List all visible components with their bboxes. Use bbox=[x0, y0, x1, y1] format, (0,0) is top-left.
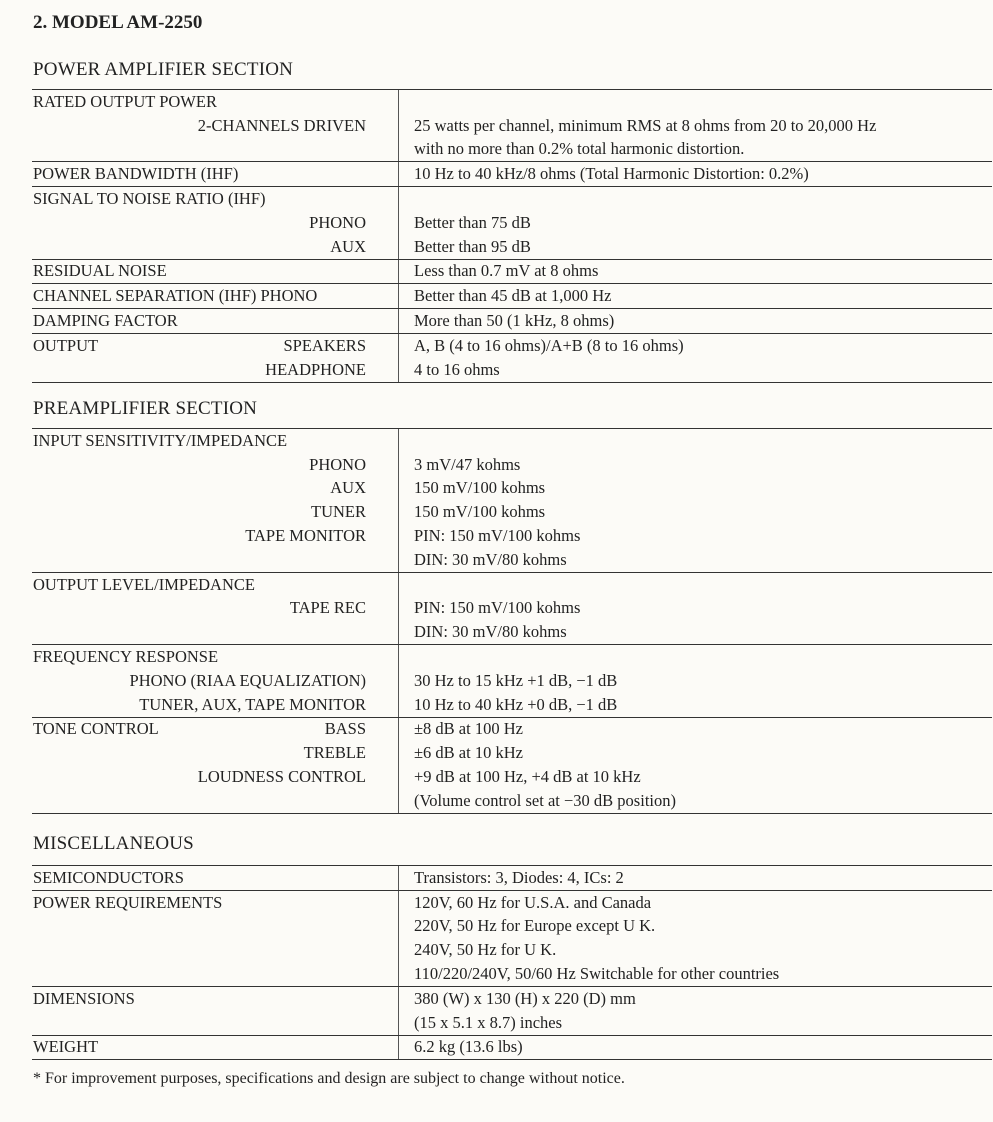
spec-row bbox=[32, 1011, 992, 1035]
spec-value: Better than 45 dB at 1,000 Hz bbox=[414, 286, 612, 306]
spec-label-cell bbox=[32, 718, 366, 742]
spec-label: CHANNEL SEPARATION (IHF) PHONO bbox=[33, 286, 318, 306]
spec-label: TONE CONTROL bbox=[33, 719, 159, 739]
miscellaneous-section-title: MISCELLANEOUS bbox=[33, 833, 194, 854]
spec-sublabel: SPEAKERS bbox=[283, 335, 366, 355]
spec-sublabel: PHONO (RIAA EQUALIZATION) bbox=[129, 670, 366, 690]
spec-value: +9 dB at 100 Hz, +4 dB at 10 kHz bbox=[414, 767, 641, 787]
spec-value: 240V, 50 Hz for U K. bbox=[414, 940, 557, 960]
spec-label-cell bbox=[32, 548, 366, 572]
spec-sublabel: TAPE REC bbox=[289, 598, 366, 618]
spec-label-cell bbox=[32, 90, 366, 114]
spec-label-cell bbox=[32, 138, 366, 162]
spec-row bbox=[32, 162, 992, 186]
spec-row bbox=[32, 645, 992, 669]
spec-row bbox=[32, 90, 992, 114]
spec-value: 380 (W) x 130 (H) x 220 (D) mm bbox=[414, 988, 636, 1008]
spec-group bbox=[32, 186, 992, 258]
spec-label-cell bbox=[32, 211, 366, 235]
spec-row bbox=[32, 669, 992, 693]
spec-label-cell bbox=[32, 284, 366, 308]
spec-label-cell bbox=[32, 187, 366, 211]
spec-label: OUTPUT LEVEL/IMPEDANCE bbox=[33, 574, 255, 594]
spec-sublabel: HEADPHONE bbox=[265, 359, 366, 379]
spec-label-cell bbox=[32, 987, 366, 1011]
spec-row bbox=[32, 915, 992, 939]
spec-label-cell bbox=[32, 477, 366, 501]
spec-label-cell bbox=[32, 453, 366, 477]
spec-row bbox=[32, 741, 992, 765]
spec-value: 110/220/240V, 50/60 Hz Switchable for other countries bbox=[414, 964, 780, 984]
spec-label: INPUT SENSITIVITY/IMPEDANCE bbox=[33, 430, 288, 450]
spec-value: (Volume control set at −30 dB position) bbox=[414, 790, 676, 810]
spec-value: 10 Hz to 40 kHz +0 dB, −1 dB bbox=[414, 694, 618, 714]
spec-row bbox=[32, 477, 992, 501]
spec-row bbox=[32, 891, 992, 915]
spec-row bbox=[32, 334, 992, 358]
spec-value: with no more than 0.2% total harmonic distortion. bbox=[414, 139, 745, 159]
miscellaneous-spec-table bbox=[32, 865, 992, 1060]
spec-label-cell bbox=[32, 765, 366, 789]
spec-label-cell bbox=[32, 114, 366, 138]
spec-label-cell bbox=[32, 1036, 366, 1060]
footnote: * For improvement purposes, specifications and design are subject to change without notice. bbox=[33, 1070, 625, 1087]
spec-label-cell bbox=[32, 162, 366, 186]
spec-row bbox=[32, 211, 992, 235]
spec-group bbox=[32, 865, 992, 890]
spec-sublabel: BASS bbox=[324, 719, 366, 739]
spec-label-cell bbox=[32, 500, 366, 524]
spec-row bbox=[32, 453, 992, 477]
spec-sublabel: PHONO bbox=[309, 454, 366, 474]
spec-row bbox=[32, 718, 992, 742]
spec-value: 3 mV/47 kohms bbox=[414, 454, 521, 474]
spec-label: OUTPUT bbox=[33, 335, 99, 355]
spec-row bbox=[32, 693, 992, 717]
power-amplifier-spec-table bbox=[32, 89, 992, 383]
spec-label: DAMPING FACTOR bbox=[33, 311, 178, 331]
spec-value: 150 mV/100 kohms bbox=[414, 478, 546, 498]
spec-value: Better than 95 dB bbox=[414, 236, 531, 256]
spec-label: SEMICONDUCTORS bbox=[33, 867, 184, 887]
spec-label-cell bbox=[32, 693, 366, 717]
spec-value: (15 x 5.1 x 8.7) inches bbox=[414, 1012, 563, 1032]
spec-label-cell bbox=[32, 962, 366, 986]
spec-value: Less than 0.7 mV at 8 ohms bbox=[414, 261, 599, 281]
spec-value: 10 Hz to 40 kHz/8 ohms (Total Harmonic Distortion: 0.2%) bbox=[414, 164, 809, 184]
spec-value: 150 mV/100 kohms bbox=[414, 502, 546, 522]
spec-sublabel: AUX bbox=[330, 236, 366, 256]
spec-label-cell bbox=[32, 235, 366, 259]
spec-sublabel: TUNER bbox=[311, 502, 366, 522]
spec-label-cell bbox=[32, 938, 366, 962]
spec-label-cell bbox=[32, 573, 366, 597]
spec-value: 220V, 50 Hz for Europe except U K. bbox=[414, 916, 656, 936]
spec-sublabel: PHONO bbox=[309, 212, 366, 232]
spec-value: A, B (4 to 16 ohms)/A+B (8 to 16 ohms) bbox=[414, 335, 684, 355]
model-title: 2. MODEL AM-2250 bbox=[33, 12, 203, 33]
spec-row bbox=[32, 597, 992, 621]
spec-row bbox=[32, 938, 992, 962]
spec-sublabel: AUX bbox=[330, 478, 366, 498]
spec-label-cell bbox=[32, 645, 366, 669]
spec-label: POWER BANDWIDTH (IHF) bbox=[33, 164, 239, 184]
spec-label: DIMENSIONS bbox=[33, 988, 135, 1008]
spec-value: 6.2 kg (13.6 lbs) bbox=[414, 1037, 523, 1057]
spec-label-cell bbox=[32, 866, 366, 890]
spec-row bbox=[32, 309, 992, 333]
spec-sublabel: TAPE MONITOR bbox=[245, 526, 366, 546]
spec-group bbox=[32, 1035, 992, 1061]
spec-label-cell bbox=[32, 789, 366, 813]
spec-value: ±8 dB at 100 Hz bbox=[414, 719, 523, 739]
spec-row bbox=[32, 235, 992, 259]
spec-value: 25 watts per channel, minimum RMS at 8 ohms from 20 to 20,000 Hz bbox=[414, 115, 877, 135]
preamplifier-spec-table bbox=[32, 428, 992, 814]
spec-label: RESIDUAL NOISE bbox=[33, 261, 167, 281]
preamplifier-section-title: PREAMPLIFIER SECTION bbox=[33, 398, 258, 419]
spec-value: 4 to 16 ohms bbox=[414, 359, 500, 379]
spec-group bbox=[32, 283, 992, 308]
spec-label: POWER REQUIREMENTS bbox=[33, 892, 223, 912]
spec-label-cell bbox=[32, 260, 366, 284]
spec-row bbox=[32, 789, 992, 813]
spec-value: Transistors: 3, Diodes: 4, ICs: 2 bbox=[414, 867, 624, 887]
spec-label: SIGNAL TO NOISE RATIO (IHF) bbox=[33, 189, 266, 209]
spec-label-cell bbox=[32, 334, 366, 358]
spec-group bbox=[32, 986, 992, 1035]
spec-value: DIN: 30 mV/80 kohms bbox=[414, 549, 567, 569]
spec-group bbox=[32, 644, 992, 716]
spec-row bbox=[32, 500, 992, 524]
spec-row bbox=[32, 866, 992, 890]
spec-label-cell bbox=[32, 429, 366, 453]
spec-value: PIN: 150 mV/100 kohms bbox=[414, 526, 581, 546]
spec-value: PIN: 150 mV/100 kohms bbox=[414, 598, 581, 618]
spec-value: DIN: 30 mV/80 kohms bbox=[414, 622, 567, 642]
spec-row bbox=[32, 620, 992, 644]
spec-row bbox=[32, 548, 992, 572]
spec-row bbox=[32, 962, 992, 986]
spec-sublabel: 2-CHANNELS DRIVEN bbox=[197, 115, 366, 135]
spec-group bbox=[32, 428, 992, 572]
spec-row bbox=[32, 573, 992, 597]
spec-row bbox=[32, 524, 992, 548]
spec-label-cell bbox=[32, 1011, 366, 1035]
spec-label-cell bbox=[32, 597, 366, 621]
spec-value: Better than 75 dB bbox=[414, 212, 531, 232]
spec-row bbox=[32, 987, 992, 1011]
spec-row bbox=[32, 765, 992, 789]
spec-label-cell bbox=[32, 524, 366, 548]
spec-label-cell bbox=[32, 891, 366, 915]
spec-value: 120V, 60 Hz for U.S.A. and Canada bbox=[414, 892, 652, 912]
spec-row bbox=[32, 114, 992, 138]
spec-sublabel: TUNER, AUX, TAPE MONITOR bbox=[139, 694, 366, 714]
spec-row bbox=[32, 260, 992, 284]
spec-label: FREQUENCY RESPONSE bbox=[33, 647, 219, 667]
spec-value: 30 Hz to 15 kHz +1 dB, −1 dB bbox=[414, 670, 618, 690]
spec-group bbox=[32, 890, 992, 986]
spec-group bbox=[32, 161, 992, 186]
spec-value: ±6 dB at 10 kHz bbox=[414, 743, 523, 763]
spec-row bbox=[32, 187, 992, 211]
spec-label-cell bbox=[32, 620, 366, 644]
spec-group bbox=[32, 259, 992, 284]
spec-row bbox=[32, 429, 992, 453]
spec-group bbox=[32, 572, 992, 644]
spec-row bbox=[32, 138, 992, 162]
spec-row bbox=[32, 284, 992, 308]
spec-row bbox=[32, 358, 992, 382]
spec-row bbox=[32, 1036, 992, 1060]
spec-label: RATED OUTPUT POWER bbox=[33, 91, 217, 111]
spec-sublabel: LOUDNESS CONTROL bbox=[197, 767, 366, 787]
spec-label: WEIGHT bbox=[33, 1037, 99, 1057]
spec-value: More than 50 (1 kHz, 8 ohms) bbox=[414, 311, 615, 331]
spec-label-cell bbox=[32, 358, 366, 382]
power-amplifier-section-title: POWER AMPLIFIER SECTION bbox=[33, 59, 294, 80]
spec-label-cell bbox=[32, 669, 366, 693]
spec-group bbox=[32, 333, 992, 383]
spec-label-cell bbox=[32, 309, 366, 333]
spec-label-cell bbox=[32, 915, 366, 939]
spec-group bbox=[32, 717, 992, 814]
spec-group bbox=[32, 89, 992, 161]
spec-sublabel: TREBLE bbox=[303, 743, 366, 763]
spec-label-cell bbox=[32, 741, 366, 765]
spec-group bbox=[32, 308, 992, 333]
